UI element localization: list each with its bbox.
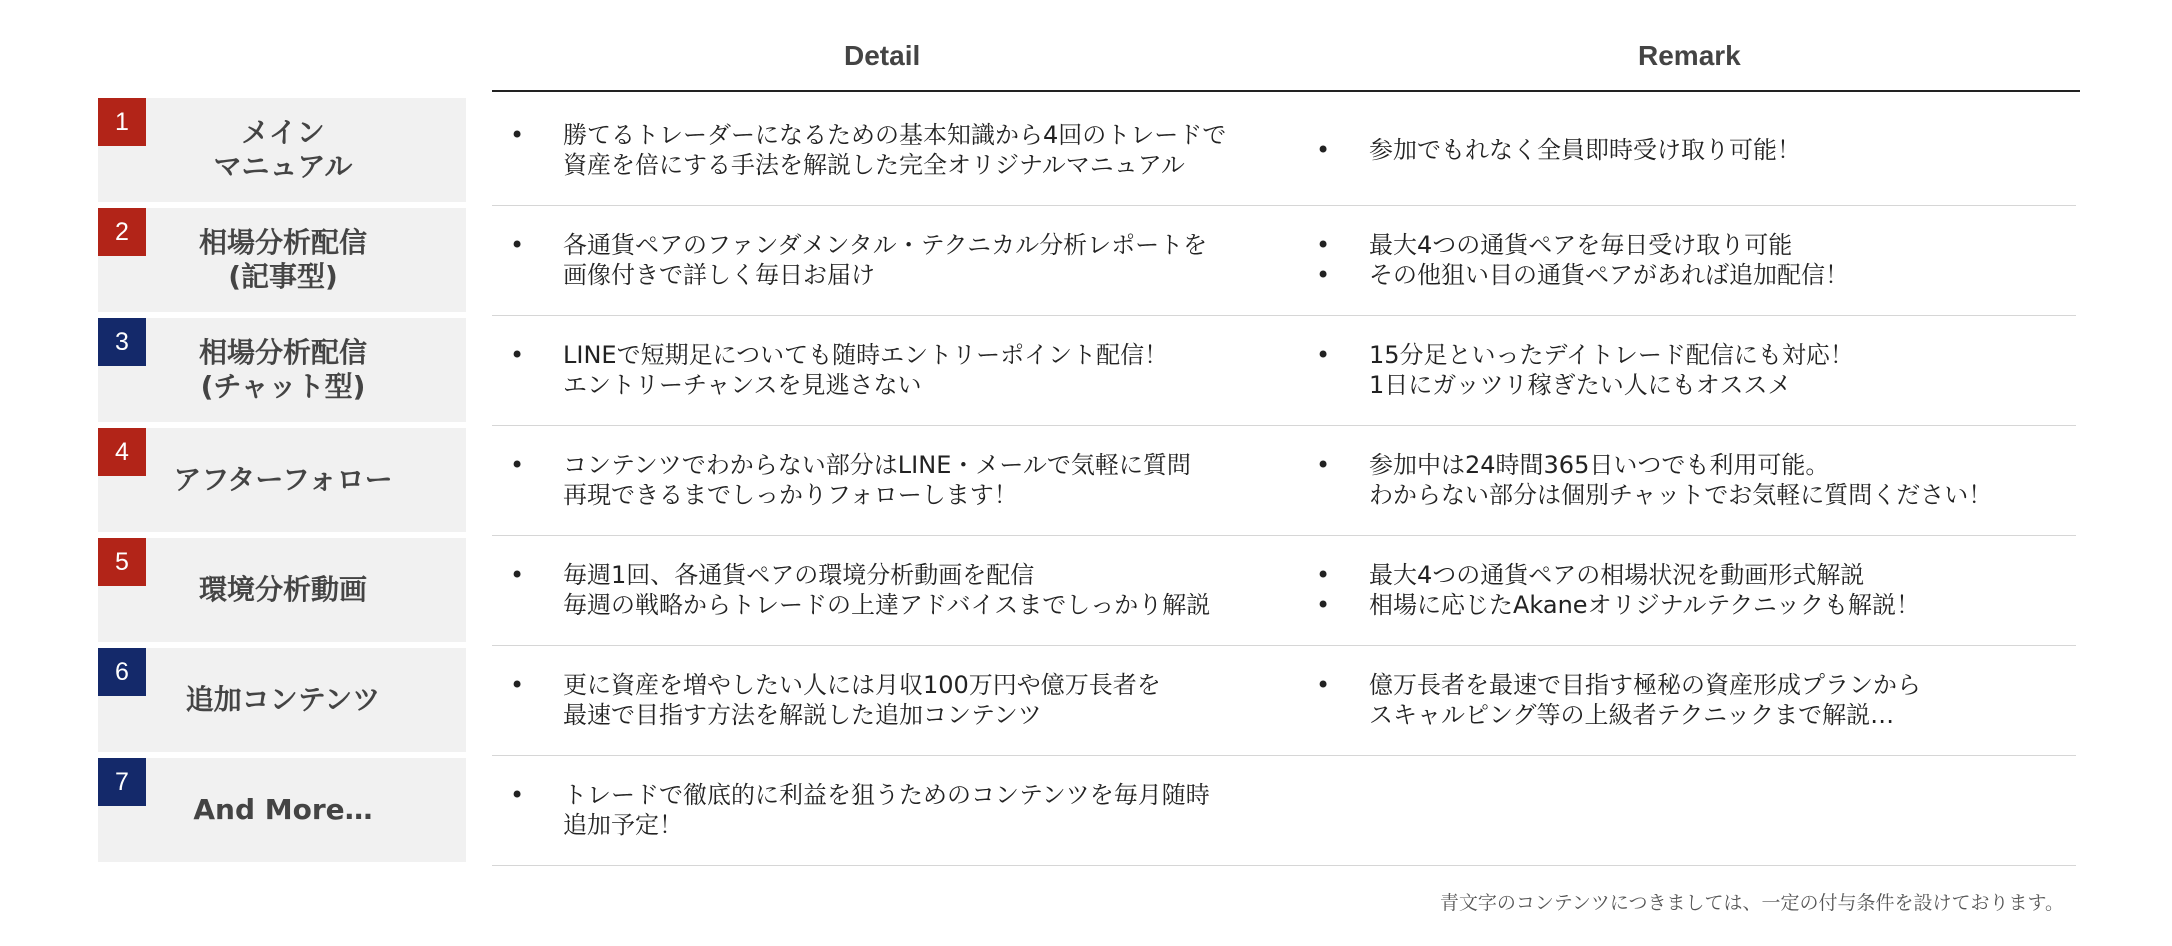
detail-bullets-item: • 各通貨ペアのファンダメンタル・テクニカル分析レポートを 画像付きで詳しく毎日お届け [510,230,1270,290]
remark-bullets-item: • 最大4つの通貨ペアの相場状況を動画形式解説 [1316,560,2076,590]
row-label: 環境分析動画 [198,573,367,606]
remark-bullets [1316,450,2076,510]
detail-bullets [510,560,1270,620]
remark-bullets-item: • 参加中は24時間365日いつでも利用可能。 わからない部分は個別チャットでお気軽に質問ください！ [1316,450,2076,510]
remark-bullets [1316,670,2076,730]
detail-bullets-item: • コンテンツでわからない部分はLINE・メールで気軽に質問 再現できるまでしっかりフォローします！ [510,450,1270,510]
remark-bullets-item: • 15分足といったデイトレード配信にも対応！ 1日にガッツリ稼ぎたい人にもオススメ [1316,340,2076,400]
row-number-badge: 3 [98,318,146,366]
row-number-badge: 6 [98,648,146,696]
row-number-badge: 5 [98,538,146,586]
detail-bullets [510,670,1270,730]
row-label: 追加コンテンツ [185,683,381,716]
row-number-badge: 7 [98,758,146,806]
row-label: And More… [193,793,373,826]
detail-bullets [510,780,1270,840]
remark-bullets [1316,340,2076,400]
detail-column-header: Detail [844,40,921,71]
remark-bullets-item: • 相場に応じたAkaneオリジナルテクニックも解説！ [1316,590,2076,620]
detail-bullets [510,340,1270,400]
footnote: 青文字のコンテンツにつきましては、一定の付与条件を設けております。 [1439,892,2064,914]
remark-bullets-item: • その他狙い目の通貨ペアがあれば追加配信！ [1316,260,2076,290]
row-divider [492,865,2076,866]
remark-bullets [1316,230,2076,290]
remark-column-header: Remark [1638,40,1741,71]
remark-bullets [1316,560,2076,620]
table-row [0,538,2172,642]
row-divider [492,425,2076,426]
row-label: 相場分析配信 (記事型) [198,226,367,293]
table-row [0,318,2172,422]
table-row [0,428,2172,532]
detail-bullets-item: • LINEで短期足についても随時エントリーポイント配信！ エントリーチャンスを見逃さない [510,340,1270,400]
row-divider [492,315,2076,316]
table-row [0,208,2172,312]
row-divider [492,205,2076,206]
table-row [0,648,2172,752]
row-label: 相場分析配信 (チャット型) [198,336,367,403]
row-label: アフターフォロー [173,463,393,496]
detail-bullets [510,450,1270,510]
row-number-badge: 2 [98,208,146,256]
table-row [0,98,2172,202]
row-number-badge: 1 [98,98,146,146]
table-row [0,758,2172,862]
detail-bullets-item: • 勝てるトレーダーになるための基本知識から4回のトレードで 資産を倍にする手法を解説した完全オリジナルマニュアル [510,120,1270,180]
remark-bullets [1316,135,2076,165]
row-label: メイン マニュアル [213,116,353,183]
remark-bullets-item: • 億万長者を最速で目指す極秘の資産形成プランから スキャルピング等の上級者テクニックまで解説… [1316,670,2076,730]
row-divider [492,645,2076,646]
row-divider [492,535,2076,536]
remark-bullets-item: • 参加でもれなく全員即時受け取り可能！ [1316,135,2076,165]
detail-bullets-item: • 更に資産を増やしたい人には月収100万円や億万長者を 最速で目指す方法を解説した追加コンテンツ [510,670,1270,730]
row-number-badge: 4 [98,428,146,476]
detail-bullets [510,230,1270,290]
table-header [492,36,2080,92]
row-divider [492,755,2076,756]
detail-bullets [510,120,1270,180]
detail-bullets-item: • トレードで徹底的に利益を狙うためのコンテンツを毎月随時 追加予定！ [510,780,1270,840]
remark-bullets-item: • 最大4つの通貨ペアを毎日受け取り可能 [1316,230,2076,260]
detail-bullets-item: • 毎週1回、各通貨ペアの環境分析動画を配信 毎週の戦略からトレードの上達アドバイスまでしっかり解説 [510,560,1270,620]
